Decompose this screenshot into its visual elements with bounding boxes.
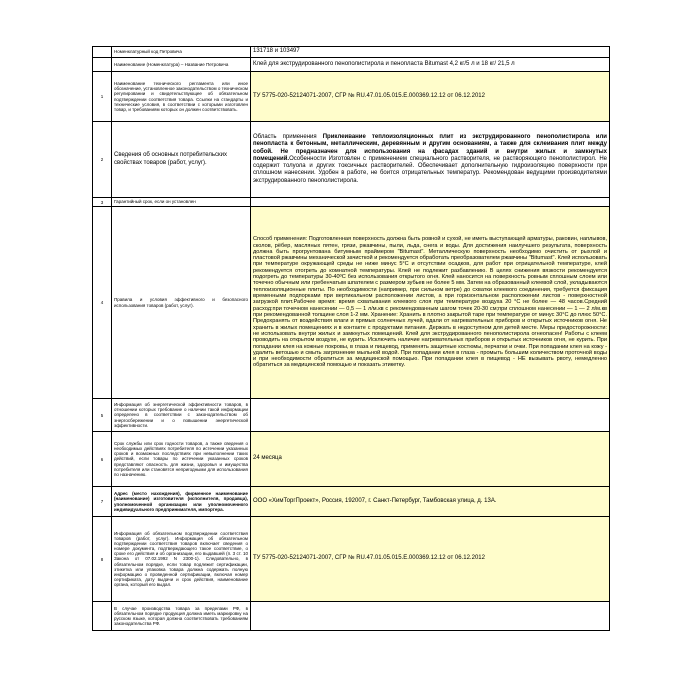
product-info-table	[92, 46, 610, 631]
row-number: 3	[93, 198, 112, 207]
table-row-7	[93, 487, 610, 517]
row-number: 2	[93, 122, 112, 198]
row-label: Номенклатурный код Петровича	[112, 47, 251, 58]
row-number: 6	[93, 432, 112, 487]
row-label: Гарантийный срок, если он установлен	[112, 198, 251, 207]
row-value: 131718 и 103497	[251, 47, 610, 58]
table-row-code	[93, 47, 610, 58]
row-label: В случае производства товара за пределами РФ, в обязательном порядке продукция должна иметь маркировку на русском языке, которая должна соответствовать требованиям законодательства РФ.	[112, 602, 251, 631]
row-value: Клей для экструдированного пенополистирола и пенопласта Bitumast 4,2 кг/5 л и 18 кг/ 21,5 л	[251, 58, 610, 72]
row-label: Адрес (место нахождения), фирменное наименование (наименование) изготовителя (исполнителя, продавца), уполномоченной организации или уполномоченного индивидуального предпринимателя, импортера.	[112, 487, 251, 517]
table-row-5	[93, 399, 610, 432]
row-value	[251, 399, 610, 432]
row-value	[251, 602, 610, 631]
table-row-9	[93, 602, 610, 631]
row-number: 5	[93, 399, 112, 432]
row-label: Сведения об основных потребительских свойствах товаров (работ, услуг).	[112, 122, 251, 198]
row-label: Наименование технического регламента или иное обозначение, установленное законодательством о техническом регулировании и свидетельствующее об обязательном подтверждении соответствия товара. Ссылки на стандарты и технические условия, в соответствии с которыми изготовлен товар, и требованиям которых он должен соответствовать.	[112, 72, 251, 122]
table-row-6	[93, 432, 610, 487]
row-value: ТУ 5775-020-52124071-2007, СГР № RU.47.01.05.015.Е.000369.12.12 от 06.12.2012	[251, 517, 610, 602]
row-number: 4	[93, 207, 112, 399]
value-suffix: Особенности Изготовлен с применением специального растворителя, не растворяющего пенополистирол. Не содержит толуола и других токсичных растворителей. Обеспечивает дополнительную гидроизоляцию поверхности при сплошном нанесении. Удобен в работе, не боится отрицательных температур. Рекомендован ведущими производителями экструдированного пенополистирола.	[253, 155, 607, 184]
row-value	[251, 122, 610, 198]
row-value	[251, 198, 610, 207]
table-row-name	[93, 58, 610, 72]
table-row-4	[93, 207, 610, 399]
row-value: ТУ 5775-020-52124071-2007, СГР № RU.47.01.05.015.Е.000369.12.12 от 06.12.2012	[251, 72, 610, 122]
row-label: Информация об энергетической эффективности товаров, в отношении которых требование о наличии такой информации определено в соответствии с законодательством об энергосбережении и о повышении энергетической эффективности.	[112, 399, 251, 432]
row-label: Информация об обязательном подтверждении соответствия товаров (работ, услуг). Информация об обязательном подтверждении соответствия товаров включает сведения о номере документа, подтверждающего такое соответствие, о сроке его действия и об организации, его выдавшей (п. 3 ст. 10 Закона от 07.02.1992 N 2300-1). Следовательно, в обязательном порядке, если товар подлежит сертификации, этикетка или упаковка товара должна содержать полную информацию о проведенной сертификации, включая номер сертификата, дату выдачи и срок действия, наименование органа, который его выдал.	[112, 517, 251, 602]
row-label: Правила и условия эффективного и безопасного использования товаров (работ, услуг).	[112, 207, 251, 399]
value-prefix: Область применения	[253, 133, 317, 140]
row-number: 1	[93, 72, 112, 122]
row-number	[93, 47, 112, 58]
table-row-3	[93, 198, 610, 207]
row-label: Срок службы или срок годности товаров, а также сведения о необходимых действиях потребителя по истечении указанных сроков и возможных последствиях при невыполнении таких действий, если товары по истечении указанных сроков представляют опасность для жизни, здоровья и имущества потребителя или становятся непригодными для использования по назначению.	[112, 432, 251, 487]
row-label: Наименование (Номенклатура) – Название Петровича	[112, 58, 251, 72]
value-emphasis: Приклеивание теплоизоляционных плит из экструдированного пенополистирола или пенопласта к бетонным, металлическим, деревянным и другим основаниям, а также для склеивания плит между собой. Не предназначен для использования на фасадах зданий и внутри жилых и замкнутых помещений.	[253, 133, 607, 162]
table-row-8	[93, 517, 610, 602]
row-value: ООО «ХимТоргПроект», Россия, 192007, г. Санкт-Петербург, Тамбовская улица, д. 13А.	[251, 487, 610, 517]
row-number	[93, 602, 112, 631]
row-value: Способ применения: Подготовленная поверхность должна быть ровной и сухой, не иметь выступающей арматуры, раковин, наплывов, сколов, рёбер, масляных пятен, грязи, ржавчины, пыли, льда, снега и воды. Для достижения наилучшего результата, поверхность должна быть прогрунтована битумным праймером "Bitumast". Металлическую поверхность необходимо очистить от рыхлой и пластовой ржавчины механической зачисткой и рекомендуется обработать преобразователем ржавчины "Bitumast". Клей использовать при температуре окружающей среды не ниже минус 5°С и отсутствии осадков, для работ при отрицательной температуре, клей рекомендуется отогреть до комнатной температуры. Клей не подлежит разбавлению. В целях снижения вязкости рекомендуется подогреть до температуры 30-40ºС без использования открытого огня. Клей наносится на поверхность ровным сплошным слоем или точечно обычным или гребенчатым шпателем с размером зубьев не более 5 мм. Затем на образованный клеевой слой, укладываются теплоизоляционные плиты. По необходимости (например, при сильном ветре) до схватки клеевого соединения, требуется фиксация временными подпорками при вертикальном расположении листов, а при горизонтальном расположении листов - поверхностной загрузкой плит.Рабочее время: время схватывания клеевого слоя при температуре воздуха 20 °С не более — 48 часов.Средний расход:при точечном нанесении — 0,5 — 1 л/м.кв с рекомендованным шагом точек 20-30 см;при сплошном нанесении — 1 — 2 л/м.кв при рекомендованной толщине слоя 1-2 мм. Хранение: Хранить в плотно закрытой таре при температуре от минус 30°С до плюс 50°С. Предохранять от воздействия влаги и прямых солнечных лучей, вдали от нагревательных приборов и открытых источников огня. Не хранить в жилых помещениях и в контакте с продуктами питания. Держать в недоступном для детей месте. Меры предосторожности: не использовать внутри жилых и замкнутых помещений. Клей для экструдированного пенополистирола огнеопасен! Работы с клеем проводить на открытом воздухе, не курить. Исключить наличие нагревательных приборов и открытых источников огня, не курить. При попадании клея на кожные покровы, в глаза и пищевод, применять защитные костюмы, перчатки и очки. При попадании клея на кожу - удалить ветошью и смыть загрязнение мыльной водой. При попадании клея в глаза - промыть большим количеством проточной воды и при необходимости обратиться за медицинской помощью. При попадании клея в пищевод - НЕ вызывать рвоту, немедленно обратиться за медицинской помощью и показать этикетку.	[251, 207, 610, 399]
row-value: 24 месяца	[251, 432, 610, 487]
row-number: 8	[93, 517, 112, 602]
table-row-2	[93, 122, 610, 198]
row-number	[93, 58, 112, 72]
table-row-1	[93, 72, 610, 122]
row-number: 7	[93, 487, 112, 517]
